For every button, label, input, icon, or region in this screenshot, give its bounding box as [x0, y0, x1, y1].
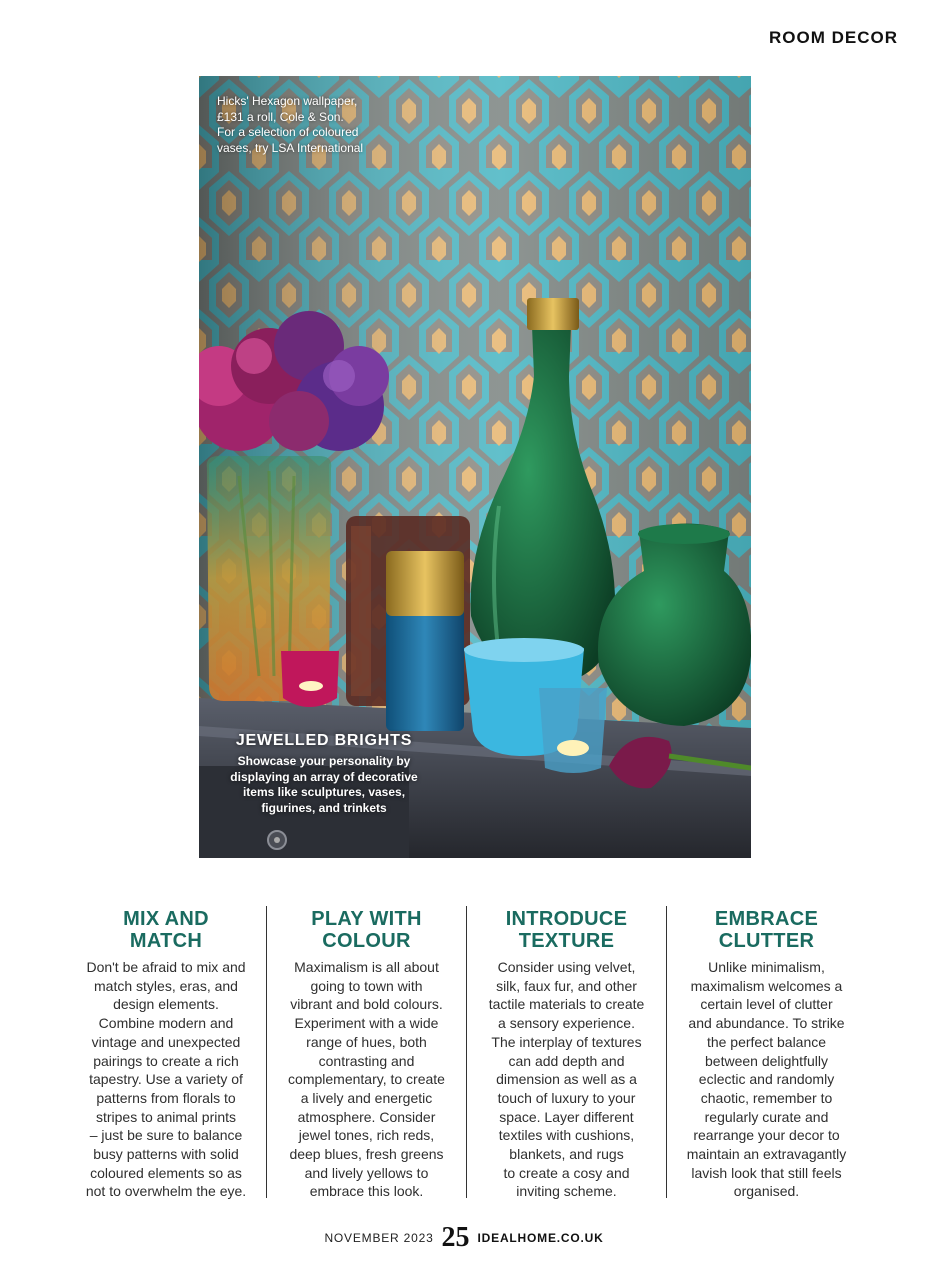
tip-column [266, 906, 466, 1198]
tips-columns [66, 906, 866, 1198]
page-footer [0, 1224, 928, 1252]
caption-body: Showcase your personality by displaying an array of decorative items like sculptures, vases, figurines, and trinkets [230, 754, 418, 815]
tip-heading: INTRODUCE TEXTURE [505, 908, 628, 952]
tip-body: Unlike minimalism, maximalism welcomes a certain level of clutter and abundance. To strike the perfect balance between delightfully eclectic and randomly chaotic, remember to regularly curate and rearrange your decor to maintain an extravagantly lavish look that still feels organised. [686, 959, 847, 1200]
website-link[interactable]: IDEALHOME.CO.UK [477, 1231, 604, 1245]
credit-line: vases, try LSA International [217, 140, 364, 155]
credit-line: Hicks' Hexagon wallpaper, [217, 94, 358, 108]
issue-date: NOVEMBER 2023 [324, 1231, 434, 1245]
tip-body: Consider using velvet, silk, faux fur, and other tactile materials to create a sensory experience. The interplay of textures can add depth and dimension as well as a touch of luxury to your space. Layer different textiles with cushions, blankets, and rugs to create a cosy and inviting scheme. [488, 959, 645, 1200]
page-number: 25 [441, 1222, 470, 1253]
feature-photo [199, 76, 751, 858]
photo-caption [219, 732, 429, 816]
credit-line: For a selection of coloured [217, 125, 359, 139]
section-label: ROOM DECOR [769, 28, 898, 47]
tip-column [66, 906, 266, 1198]
caption-title: JEWELLED BRIGHTS [235, 732, 413, 749]
tip-heading: EMBRACE CLUTTER [714, 908, 819, 952]
tip-heading: MIX AND MATCH [123, 908, 209, 952]
tip-body: Maximalism is all about going to town with vibrant and bold colours. Experiment with a wide range of hues, both contrasting and complementary, to create a lively and energetic atmosphere. Consider jewel tones, rich reds, deep blues, fresh greens and lively yellows to embrace this look. [288, 959, 445, 1200]
tip-column [466, 906, 666, 1198]
credit-line: £131 a roll, Cole & Son. [217, 109, 344, 124]
tip-body: Don't be afraid to mix and match styles, eras, and design elements. Combine modern and vintage and unexpected pairings to create a rich tapestry. Use a variety of patterns from florals to stripes to animal prints – just be sure to balance busy patterns with solid coloured elements so as not to overwhelm the eye. [85, 959, 247, 1200]
tip-column [666, 906, 866, 1198]
tip-heading: PLAY WITH COLOUR [311, 908, 422, 952]
photo-credit [217, 94, 417, 156]
